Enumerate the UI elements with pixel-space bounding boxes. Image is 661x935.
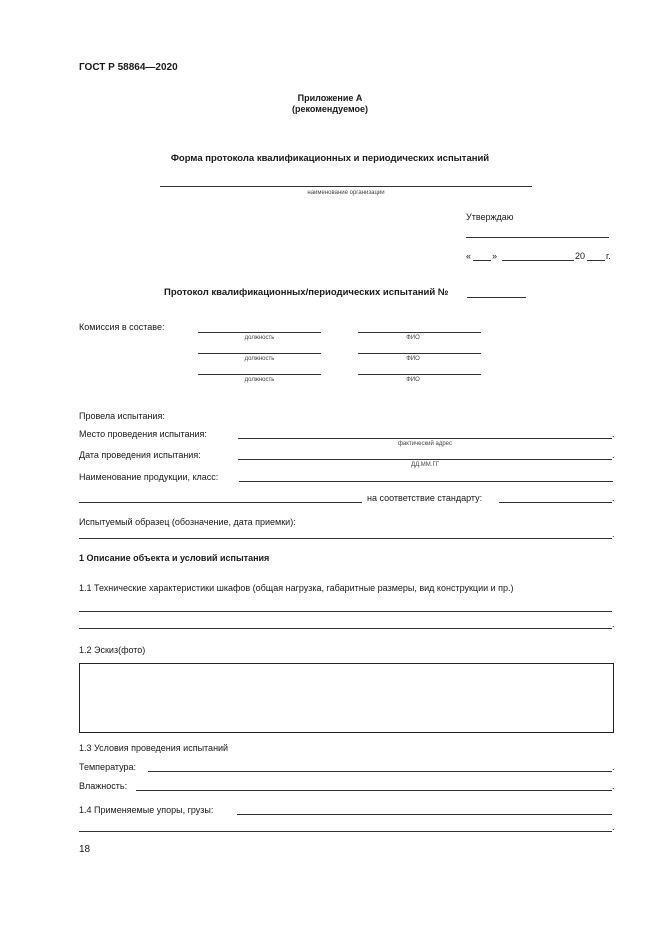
commission-position-caption-1: должность — [244, 335, 275, 341]
section1-1-line-1[interactable] — [79, 611, 612, 612]
commission-name-caption-1: ФИО — [406, 335, 420, 341]
product-line[interactable] — [239, 481, 613, 482]
temperature-label: Температура: — [79, 762, 137, 772]
commission-position-line-3[interactable] — [198, 374, 321, 375]
sketch-photo-box[interactable] — [79, 663, 614, 733]
commission-name-line-2[interactable] — [358, 353, 481, 354]
compliance-label: на соответствие стандарту: — [367, 493, 483, 503]
humidity-line[interactable] — [136, 790, 612, 791]
approve-date-open: « — [466, 251, 472, 261]
temperature-line[interactable] — [148, 771, 612, 772]
approve-label: Утверждаю — [466, 212, 514, 222]
approve-signature-line[interactable] — [466, 237, 609, 238]
approve-day-line[interactable] — [473, 260, 491, 261]
supports-dot: . — [612, 822, 615, 832]
date-label: Дата проведения испытания: — [79, 450, 201, 460]
humidity-dot: . — [612, 781, 615, 791]
protocol-number-line[interactable] — [467, 297, 526, 298]
product-continuation-line[interactable] — [79, 502, 362, 503]
section1-1-line-2[interactable] — [79, 628, 612, 629]
sample-label: Испытуемый образец (обозначение, дата приемки): — [79, 517, 296, 527]
section1-1-label: 1.1 Технические характеристики шкафов (общая нагрузка, габаритные размеры, вид конструкции и пр.) — [79, 583, 514, 593]
supports-line-1[interactable] — [237, 814, 612, 815]
place-caption: фактический адрес — [397, 441, 453, 447]
commission-position-line-1[interactable] — [198, 332, 321, 333]
humidity-label: Влажность: — [79, 781, 128, 791]
supports-line-2[interactable] — [79, 831, 612, 832]
appendix-subtitle: (рекомендуемое) — [292, 104, 368, 114]
approve-year-prefix: 20 — [575, 251, 586, 261]
standard-header: ГОСТ Р 58864—2020 — [79, 62, 178, 73]
place-label: Место проведения испытания: — [79, 429, 207, 439]
commission-position-caption-3: должность — [244, 377, 275, 383]
commission-position-caption-2: должность — [244, 356, 275, 362]
temperature-dot: . — [612, 762, 615, 772]
section1-1-dot: . — [612, 619, 615, 629]
commission-name-caption-3: ФИО — [406, 377, 420, 383]
page-number: 18 — [79, 844, 91, 855]
protocol-title: Протокол квалификационных/периодических испытаний № — [164, 287, 449, 298]
section1-title: 1 Описание объекта и условий испытания — [79, 553, 270, 563]
commission-label: Комиссия в составе: — [79, 322, 165, 332]
approve-date-close: » — [492, 251, 498, 261]
conducted-label: Провела испытания: — [79, 411, 165, 421]
commission-name-caption-2: ФИО — [406, 356, 420, 362]
compliance-line[interactable] — [499, 502, 612, 503]
commission-position-line-2[interactable] — [198, 353, 321, 354]
section1-2-label: 1.2 Эскиз(фото) — [79, 645, 146, 655]
date-line[interactable] — [238, 459, 612, 460]
place-line[interactable] — [238, 438, 612, 439]
section1-4-label: 1.4 Применяемые упоры, грузы: — [79, 805, 214, 815]
compliance-dot: . — [612, 493, 615, 503]
appendix-title: Приложение А — [297, 93, 363, 103]
approve-year-line[interactable] — [587, 260, 605, 261]
sample-line[interactable] — [79, 538, 612, 539]
date-dot: . — [612, 450, 615, 460]
section1-3-label: 1.3 Условия проведения испытаний — [79, 743, 229, 753]
product-label: Наименование продукции, класс: — [79, 472, 219, 482]
sample-dot: . — [612, 529, 615, 539]
commission-name-line-1[interactable] — [358, 332, 481, 333]
organization-caption: наименование организации — [307, 190, 385, 196]
approve-year-suffix: г. — [606, 251, 611, 261]
approve-month-line[interactable] — [502, 260, 574, 261]
date-caption: ДД.ММ.ГГ — [411, 462, 439, 468]
form-title: Форма протокола квалификационных и периодических испытаний — [170, 153, 490, 164]
place-dot: . — [612, 429, 615, 439]
commission-name-line-3[interactable] — [358, 374, 481, 375]
organization-line[interactable] — [160, 186, 532, 187]
